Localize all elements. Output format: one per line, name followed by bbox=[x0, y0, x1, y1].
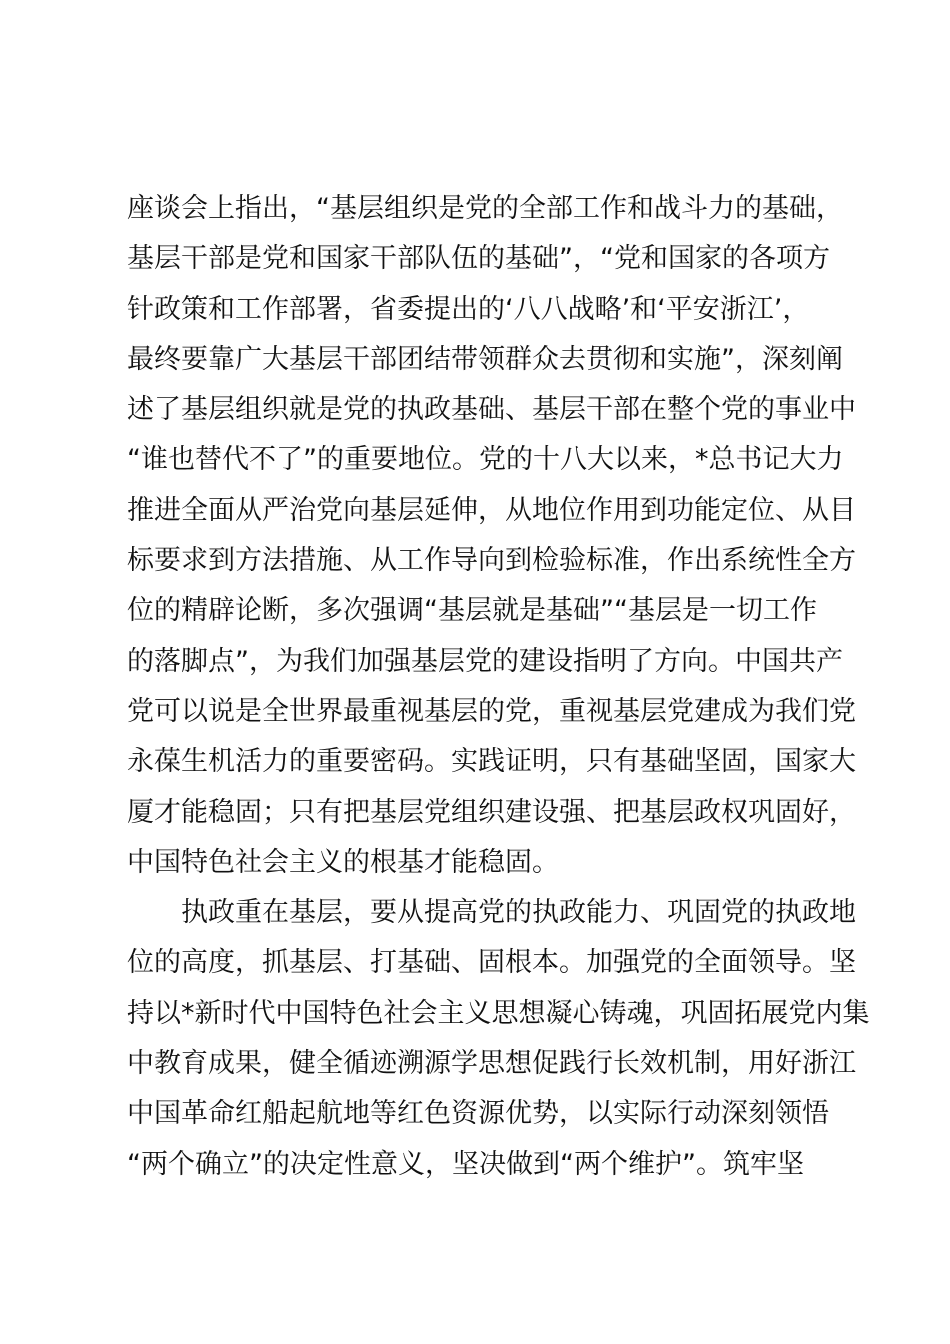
text-line: 厦才能稳固；只有把基层党组织建设强、把基层政权巩固好， bbox=[127, 796, 856, 828]
text-line: “谁也替代不了”的重要地位。党的十八大以来，*总书记大力 bbox=[127, 444, 844, 476]
text-line: 中国特色社会主义的根基才能稳固。 bbox=[127, 846, 559, 878]
text-line: 永葆生机活力的重要密码。实践证明，只有基础坚固，国家大 bbox=[127, 746, 856, 778]
text-line: 位的高度，抓基层、打基础、固根本。加强党的全面领导。坚 bbox=[127, 947, 856, 979]
text-line: 位的精辟论断，多次强调“基层就是基础”“基层是一切工作 bbox=[127, 595, 817, 627]
text-line: 最终要靠广大基层干部团结带领群众去贯彻和实施”，深刻阐 bbox=[127, 343, 843, 375]
text-line: 中教育成果，健全循迹溯源学思想促践行长效机制，用好浙江 bbox=[127, 1048, 856, 1080]
text-line: 党可以说是全世界最重视基层的党，重视基层党建成为我们党 bbox=[127, 695, 856, 727]
text-line: 持以*新时代中国特色社会主义思想凝心铸魂，巩固拓展党内集 bbox=[127, 997, 870, 1029]
text-line: 座谈会上指出，“基层组织是党的全部工作和战斗力的基础， bbox=[127, 193, 843, 224]
text-line: 基层干部是党和国家干部队伍的基础”，“党和国家的各项方 bbox=[127, 243, 830, 275]
text-line: 中国革命红船起航地等红色资源优势，以实际行动深刻领悟 bbox=[127, 1098, 829, 1130]
text-line: 标要求到方法措施、从工作导向到检验标准，作出系统性全方 bbox=[127, 545, 856, 577]
text-line: 执政重在基层，要从提高党的执政能力、巩固党的执政地 bbox=[181, 897, 856, 929]
text-line: 针政策和工作部署，省委提出的‘八八战略’和‘平安浙江’， bbox=[127, 293, 810, 325]
text-line: 述了基层组织就是党的执政基础、基层干部在整个党的事业中 bbox=[127, 394, 856, 426]
body-text bbox=[127, 184, 870, 1190]
text-line: 推进全面从严治党向基层延伸，从地位作用到功能定位、从目 bbox=[127, 494, 856, 526]
text-line: “两个确立”的决定性意义，坚决做到“两个维护”。筑牢坚 bbox=[127, 1148, 804, 1180]
text-line: 的落脚点”，为我们加强基层党的建设指明了方向。中国共产 bbox=[127, 645, 843, 677]
